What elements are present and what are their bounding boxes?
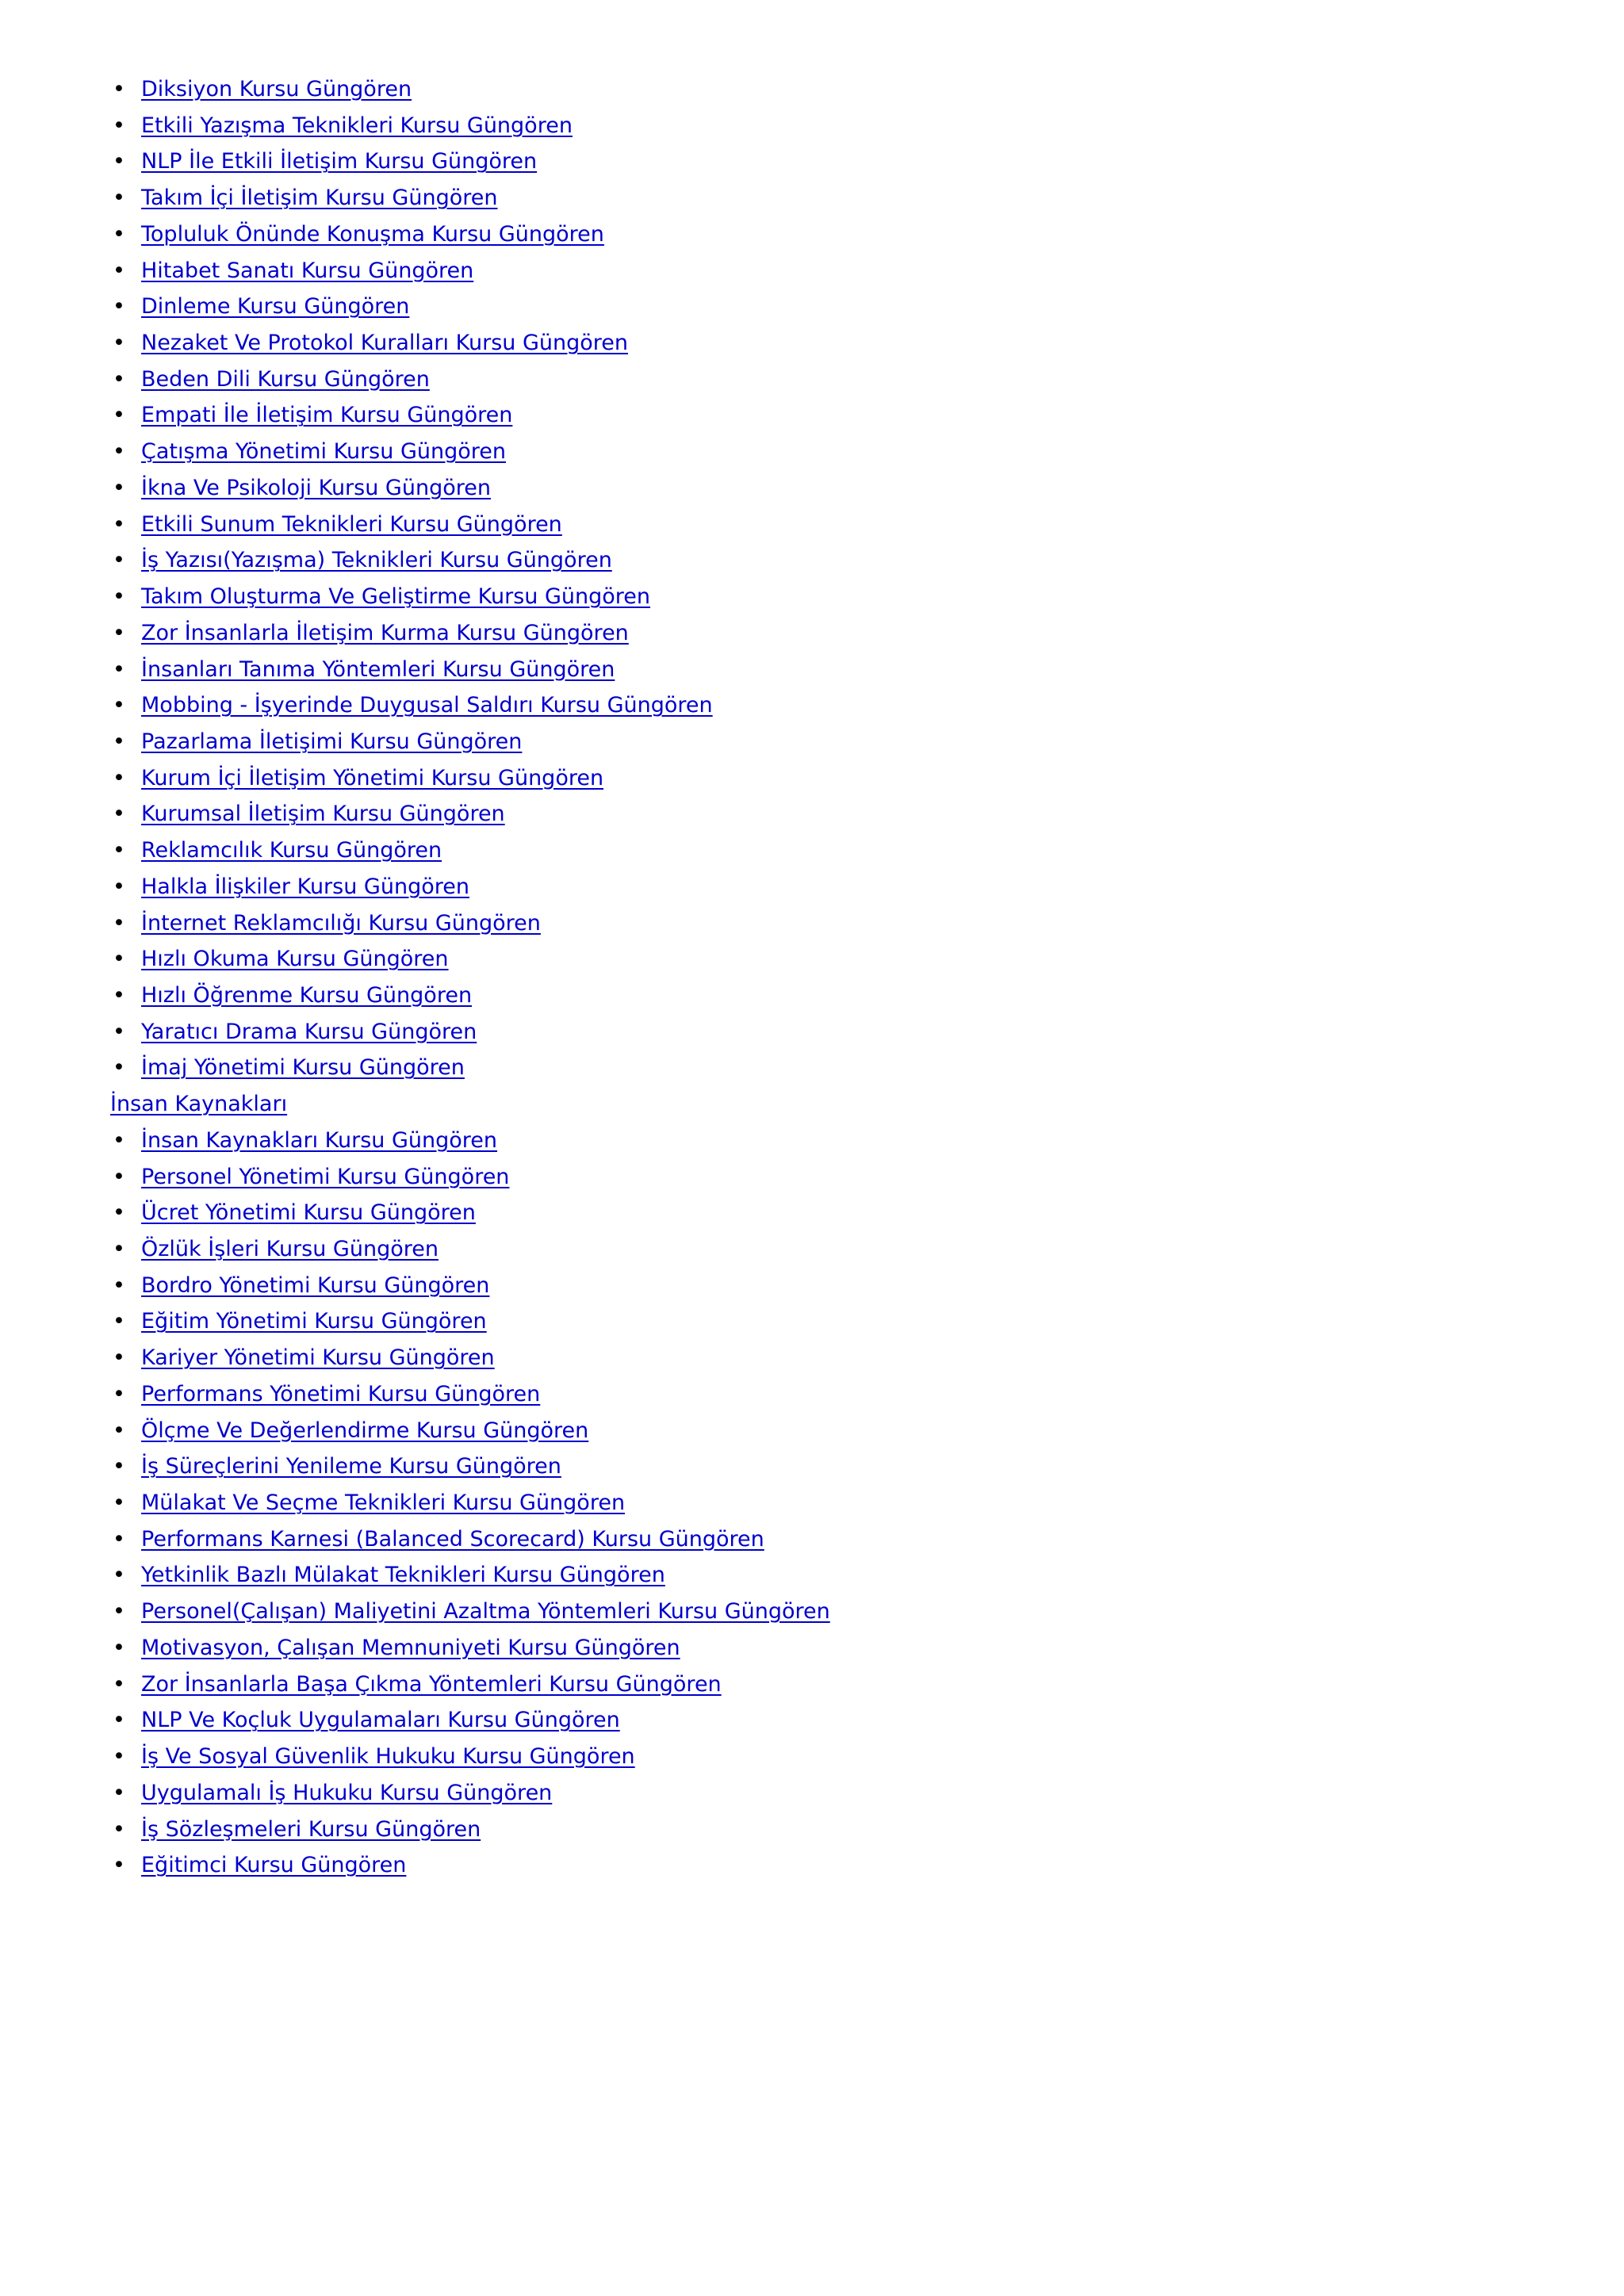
course-link[interactable]: İnternet Reklamcılığı Kursu Güngören	[141, 910, 541, 936]
document-content	[110, 71, 1538, 1884]
list-item	[110, 1376, 1538, 1413]
bullet-icon: •	[113, 331, 125, 356]
list-item	[110, 1303, 1538, 1340]
list-item	[110, 470, 1538, 507]
course-link[interactable]: İmaj Yönetimi Kursu Güngören	[141, 1055, 465, 1081]
course-link[interactable]: Yaratıcı Drama Kursu Güngören	[141, 1019, 477, 1044]
bullet-icon: •	[113, 294, 125, 320]
list-item	[110, 144, 1538, 180]
bullet-icon: •	[113, 77, 125, 101]
course-link[interactable]: Topluluk Önünde Konuşma Kursu Güngören	[141, 221, 604, 247]
bullet-icon: •	[113, 620, 125, 645]
course-link[interactable]: Personel Yönetimi Kursu Güngören	[141, 1164, 510, 1189]
course-link[interactable]: Dinleme Kursu Güngören	[141, 294, 410, 320]
course-link[interactable]: Performans Yönetimi Kursu Güngören	[141, 1381, 541, 1406]
list-item	[110, 687, 1538, 724]
bullet-icon: •	[113, 1454, 125, 1479]
bullet-icon: •	[113, 1635, 125, 1660]
list-item	[110, 1630, 1538, 1667]
course-link[interactable]: Etkili Sunum Teknikleri Kursu Güngören	[141, 511, 562, 537]
course-link[interactable]: Ücret Yönetimi Kursu Güngören	[141, 1200, 476, 1226]
course-link[interactable]: Takım İçi İletişim Kursu Güngören	[141, 186, 498, 211]
list-item	[110, 507, 1538, 543]
bullet-icon: •	[113, 729, 125, 754]
bullet-icon: •	[113, 1200, 125, 1226]
course-link[interactable]: Kurum İçi İletişim Yönetimi Kursu Güngören	[141, 765, 604, 790]
course-link[interactable]: Etkili Yazışma Teknikleri Kursu Güngören	[141, 113, 573, 138]
bullet-icon: •	[113, 1345, 125, 1371]
course-link[interactable]: Özlük İşleri Kursu Güngören	[141, 1237, 439, 1261]
list-item	[110, 325, 1538, 362]
bullet-icon: •	[113, 1671, 125, 1697]
list-item	[110, 652, 1538, 688]
bullet-icon: •	[113, 1127, 125, 1153]
bullet-icon: •	[113, 584, 125, 610]
list-item	[110, 941, 1538, 978]
bullet-icon: •	[113, 874, 125, 899]
list-item	[110, 1268, 1538, 1304]
bullet-icon: •	[113, 1381, 125, 1406]
bullet-icon: •	[113, 1309, 125, 1334]
course-link[interactable]: İş Süreçlerini Yenileme Kursu Güngören	[141, 1454, 561, 1479]
list-item	[110, 108, 1538, 144]
course-link[interactable]: İş Ve Sosyal Güvenlik Hukuku Kursu Güngören	[141, 1744, 635, 1770]
bullet-icon: •	[113, 186, 125, 211]
course-link[interactable]: Halkla İlişkiler Kursu Güngören	[141, 874, 469, 899]
bullet-icon: •	[113, 1853, 125, 1878]
course-link[interactable]: Zor İnsanlarla İletişim Kurma Kursu Güngören	[141, 620, 629, 645]
list-item	[110, 1847, 1538, 1884]
course-link[interactable]: İş Sözleşmeleri Kursu Güngören	[141, 1816, 481, 1842]
bullet-icon: •	[113, 1272, 125, 1298]
bullet-icon: •	[113, 548, 125, 573]
list-item	[110, 1195, 1538, 1231]
list-item	[110, 1739, 1538, 1775]
list-item	[110, 362, 1538, 398]
list-item	[110, 978, 1538, 1014]
course-link[interactable]: Ölçme Ve Değerlendirme Kursu Güngören	[141, 1418, 589, 1443]
course-link[interactable]: Motivasyon, Çalışan Memnuniyeti Kursu Güngören	[141, 1635, 680, 1660]
bullet-icon: •	[113, 765, 125, 790]
list-item	[110, 289, 1538, 325]
list-item	[110, 1123, 1538, 1159]
course-link[interactable]: İş Yazısı(Yazışma) Teknikleri Kursu Güngören	[141, 548, 612, 573]
course-link[interactable]: Bordro Yönetimi Kursu Güngören	[141, 1272, 490, 1298]
list-item	[110, 1448, 1538, 1485]
course-link-list-insan-kaynaklari	[110, 1123, 1538, 1884]
list-item	[110, 1014, 1538, 1050]
list-item	[110, 434, 1538, 470]
section-heading-link[interactable]: İnsan Kaynakları	[110, 1092, 288, 1117]
course-link[interactable]: Hitabet Sanatı Kursu Güngören	[141, 258, 474, 283]
bullet-icon: •	[113, 403, 125, 428]
list-item	[110, 180, 1538, 216]
course-link[interactable]: NLP Ve Koçluk Uygulamaları Kursu Güngören	[141, 1708, 620, 1733]
bullet-icon: •	[113, 149, 125, 174]
bullet-icon: •	[113, 258, 125, 283]
list-item	[110, 1159, 1538, 1196]
course-link[interactable]: Beden Dili Kursu Güngören	[141, 366, 430, 392]
bullet-icon: •	[113, 802, 125, 827]
bullet-icon: •	[113, 511, 125, 537]
course-link[interactable]: NLP İle Etkili İletişim Kursu Güngören	[141, 149, 538, 174]
bullet-icon: •	[113, 982, 125, 1008]
course-link[interactable]: Takım Oluşturma Ve Geliştirme Kursu Güngören	[141, 584, 651, 610]
course-link[interactable]: İkna Ve Psikoloji Kursu Güngören	[141, 475, 491, 500]
course-link[interactable]: Eğitim Yönetimi Kursu Güngören	[141, 1309, 487, 1334]
list-item	[110, 542, 1538, 579]
course-link-list-iletisim	[110, 71, 1538, 1086]
course-link[interactable]: Uygulamalı İş Hukuku Kursu Güngören	[141, 1780, 553, 1805]
bullet-icon: •	[113, 475, 125, 500]
bullet-icon: •	[113, 947, 125, 972]
list-item	[110, 1050, 1538, 1086]
section-heading[interactable]	[110, 1086, 1538, 1123]
course-link[interactable]: Performans Karnesi (Balanced Scorecard) Kursu Güngören	[141, 1526, 764, 1552]
course-link[interactable]: Diksiyon Kursu Güngören	[141, 77, 412, 101]
bullet-icon: •	[113, 1490, 125, 1516]
list-item	[110, 760, 1538, 797]
course-link[interactable]: Yetkinlik Bazlı Mülakat Teknikleri Kursu Güngören	[141, 1563, 665, 1588]
bullet-icon: •	[113, 693, 125, 718]
list-item	[110, 579, 1538, 615]
bullet-icon: •	[113, 910, 125, 936]
list-item	[110, 253, 1538, 289]
list-item	[110, 1231, 1538, 1268]
bullet-icon: •	[113, 1526, 125, 1552]
course-link[interactable]: Mobbing - İşyerinde Duygusal Saldırı Kursu Güngören	[141, 693, 713, 718]
bullet-icon: •	[113, 1816, 125, 1842]
course-link[interactable]: Çatışma Yönetimi Kursu Güngören	[141, 439, 506, 465]
bullet-icon: •	[113, 1599, 125, 1624]
bullet-icon: •	[113, 1055, 125, 1081]
course-link[interactable]: İnsanları Tanıma Yöntemleri Kursu Güngören	[141, 656, 615, 682]
course-link[interactable]: Empati İle İletişim Kursu Güngören	[141, 403, 513, 428]
list-item	[110, 1413, 1538, 1449]
bullet-icon: •	[113, 1780, 125, 1805]
bullet-icon: •	[113, 1708, 125, 1733]
list-item	[110, 1485, 1538, 1521]
bullet-icon: •	[113, 1418, 125, 1443]
course-link[interactable]: Eğitimci Kursu Güngören	[141, 1853, 407, 1878]
course-link[interactable]: Kurumsal İletişim Kursu Güngören	[141, 802, 505, 827]
list-item	[110, 1702, 1538, 1739]
bullet-icon: •	[113, 838, 125, 863]
list-item	[110, 1775, 1538, 1812]
list-item	[110, 615, 1538, 652]
list-item	[110, 1340, 1538, 1376]
course-link[interactable]: Pazarlama İletişimi Kursu Güngören	[141, 729, 523, 754]
list-item	[110, 1812, 1538, 1848]
bullet-icon: •	[113, 1019, 125, 1044]
list-item	[110, 397, 1538, 434]
list-item	[110, 724, 1538, 760]
list-item	[110, 216, 1538, 253]
bullet-icon: •	[113, 113, 125, 138]
list-item	[110, 1594, 1538, 1630]
list-item	[110, 1521, 1538, 1558]
bullet-icon: •	[113, 1744, 125, 1770]
course-link[interactable]: Zor İnsanlarla Başa Çıkma Yöntemleri Kursu Güngören	[141, 1671, 722, 1697]
list-item	[110, 869, 1538, 905]
course-link[interactable]: Hızlı Okuma Kursu Güngören	[141, 947, 449, 972]
course-link[interactable]: Hızlı Öğrenme Kursu Güngören	[141, 982, 473, 1008]
bullet-icon: •	[113, 439, 125, 465]
course-link[interactable]: Kariyer Yönetimi Kursu Güngören	[141, 1345, 495, 1371]
list-item	[110, 1667, 1538, 1703]
bullet-icon: •	[113, 1237, 125, 1261]
course-link[interactable]: Mülakat Ve Seçme Teknikleri Kursu Güngören	[141, 1490, 626, 1516]
bullet-icon: •	[113, 1164, 125, 1189]
bullet-icon: •	[113, 366, 125, 392]
list-item	[110, 796, 1538, 832]
course-link[interactable]: İnsan Kaynakları Kursu Güngören	[141, 1127, 498, 1153]
course-link[interactable]: Nezaket Ve Protokol Kuralları Kursu Güngören	[141, 331, 628, 356]
bullet-icon: •	[113, 1563, 125, 1588]
list-item	[110, 905, 1538, 942]
list-item	[110, 832, 1538, 869]
course-link[interactable]: Reklamcılık Kursu Güngören	[141, 838, 442, 863]
bullet-icon: •	[113, 656, 125, 682]
course-link[interactable]: Personel(Çalışan) Maliyetini Azaltma Yöntemleri Kursu Güngören	[141, 1599, 830, 1624]
list-item	[110, 1557, 1538, 1594]
bullet-icon: •	[113, 221, 125, 247]
list-item	[110, 71, 1538, 108]
